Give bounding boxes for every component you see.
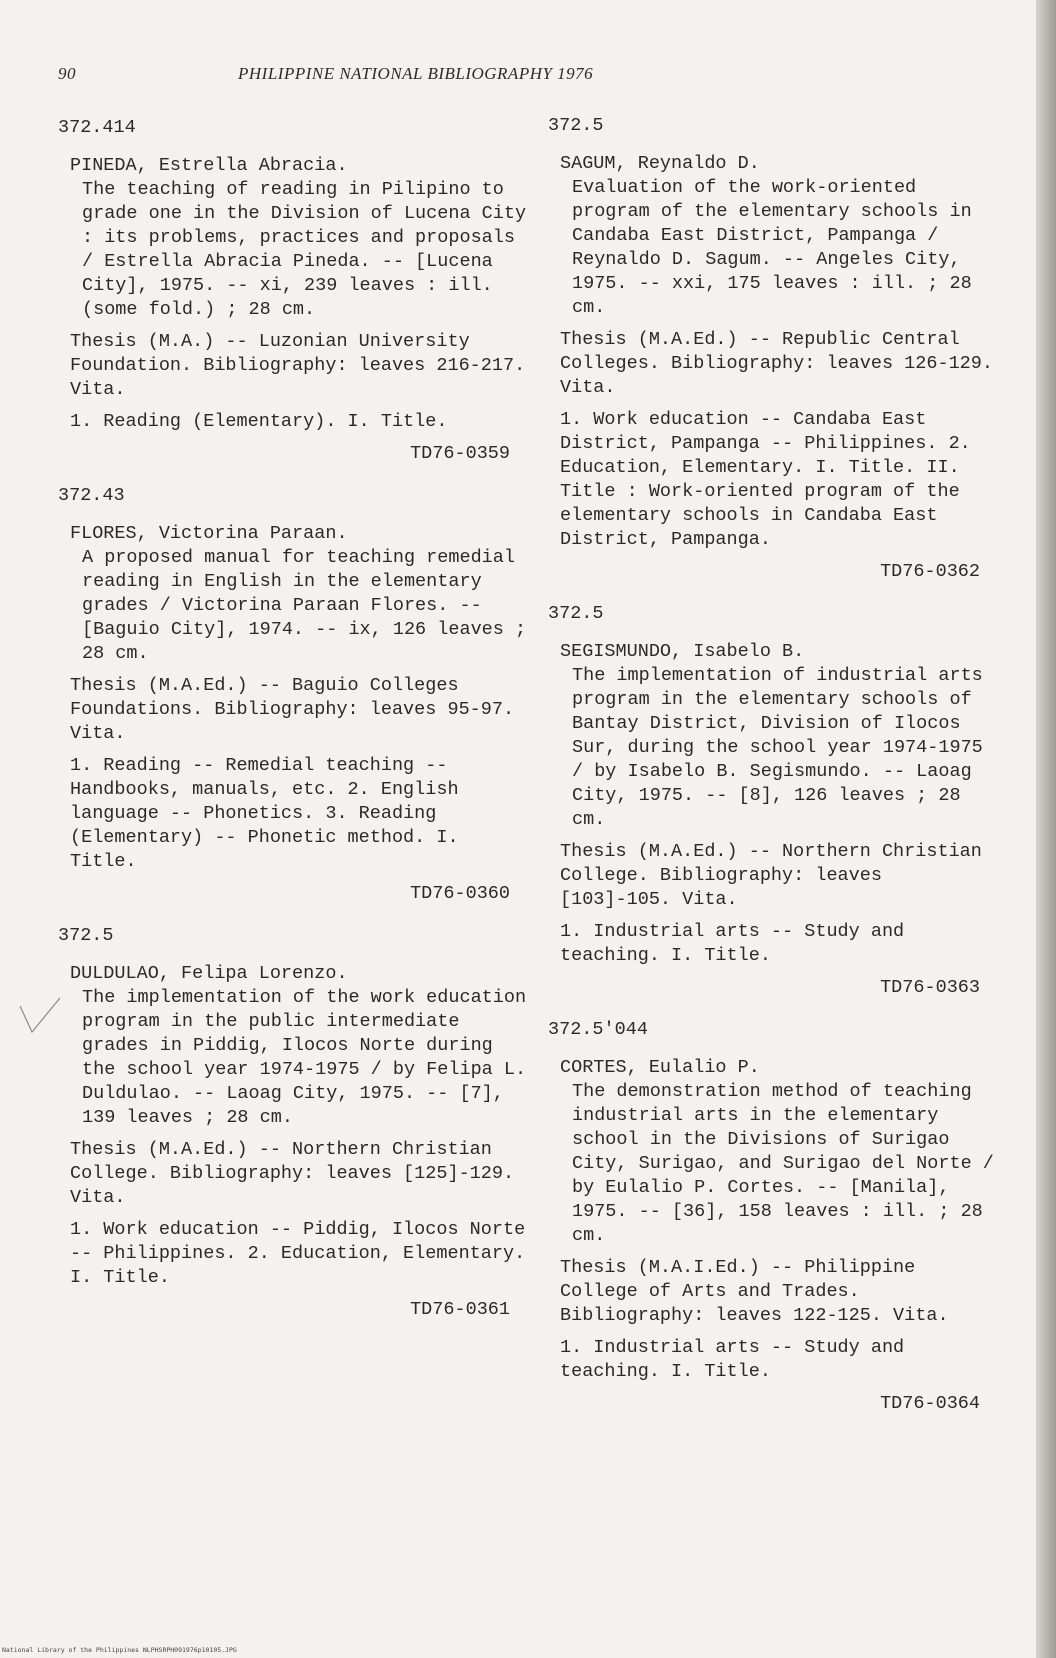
page-edge-shadow [1036,0,1056,1658]
entry-heading: PINEDA, Estrella Abracia. [70,155,348,176]
page-title: PHILIPPINE NATIONAL BIBLIOGRAPHY 1976 [238,64,594,83]
accession-number: TD76-0362 [880,561,980,582]
entry-notes: Thesis (M.A.Ed.) -- Northern Christian College. Bibliography: leaves [103]-105. Vita. [560,841,982,910]
entry-subjects: 1. Work education -- Candaba East District, Pampanga -- Philippines. 2. Education, Elementary. I. Title. II. Title : Work-oriented program of the elementary schools in Candaba East District, Pampanga. [560,409,971,550]
right-column [548,114,998,1434]
scan-source-caption: National Library of the Philippines NLPHSRPH091976p10105.JPG [2,1646,237,1654]
bib-entry-cortes [548,1018,998,1416]
entry-notes: Thesis (M.A.Ed.) -- Northern Christian College. Bibliography: leaves [125]-129. Vita. [70,1139,515,1208]
entry-notes: Thesis (M.A.I.Ed.) -- Philippine College of Arts and Trades. Bibliography: leaves 122-125. Vita. [560,1257,949,1326]
accession-number: TD76-0359 [410,443,510,464]
entry-subjects: 1. Work education -- Piddig, Ilocos Norte -- Philippines. 2. Education, Elementary. I. Title. [70,1219,526,1288]
class-number: 372.5'044 [548,1019,648,1040]
page-number: 90 [58,64,76,83]
class-number: 372.5 [58,925,114,946]
pencil-checkmark-icon [16,996,64,1036]
entry-text [70,522,528,666]
entry-heading: CORTES, Eulalio P. [560,1057,760,1078]
entry-heading: FLORES, Victorina Paraan. [70,523,348,544]
accession-number: TD76-0363 [880,977,980,998]
entry-subjects: 1. Industrial arts -- Study and teaching. I. Title. [560,1337,905,1382]
entry-text [70,962,528,1130]
entry-heading: DULDULAO, Felipa Lorenzo. [70,963,348,984]
bib-entry-segismundo [548,602,998,1000]
accession-number: TD76-0361 [410,1299,510,1320]
entry-description: The implementation of industrial arts program in the elementary schools of Bantay District, Division of Ilocos Sur, during the school year 1974-1975 / by Isabelo B. Segismundo. -- Laoag City, 1975. -- [8], 126 leaves ; 28 cm. [572,665,983,830]
class-number: 372.43 [58,485,125,506]
entry-notes: Thesis (M.A.Ed.) -- Republic Central Colleges. Bibliography: leaves 126-129. Vita. [560,329,993,398]
bib-entry-pineda [58,116,528,466]
entry-description: Evaluation of the work-oriented program of the elementary schools in Candaba East District, Pampanga / Reynaldo D. Sagum. -- Angeles City, 1975. -- xxi, 175 leaves : ill. ; 28 cm. [572,177,972,318]
class-number: 372.5 [548,603,604,624]
entry-description: The implementation of the work education program in the public intermediate grades in Piddig, Ilocos Norte during the school year 1974-1975 / by Felipa L. Duldulao. -- Laoag City, 1975. -- [7], 139 leaves ; 28 cm. [82,987,527,1128]
class-number: 372.5 [548,115,604,136]
entry-description: The demonstration method of teaching industrial arts in the elementary school in the Divisions of Surigao City, Surigao, and Surigao del Norte / by Eulalio P. Cortes. -- [Manila], 1975. -- [36], 158 leaves : ill. ; 28 cm. [572,1081,994,1246]
accession-number: TD76-0360 [410,883,510,904]
entry-description: The teaching of reading in Pilipino to grade one in the Division of Lucena City : its problems, practices and proposals / Estrella Abracia Pineda. -- [Lucena City], 1975. -- xi, 239 leaves : ill. (some fold.) ; 28 cm. [82,179,527,320]
entry-notes: Thesis (M.A.Ed.) -- Baguio Colleges Foundations. Bibliography: leaves 95-97. Vita. [70,675,515,744]
entry-notes: Thesis (M.A.) -- Luzonian University Foundation. Bibliography: leaves 216-217. Vita. [70,331,526,400]
entry-subjects: 1. Industrial arts -- Study and teaching. I. Title. [560,921,905,966]
entry-text [70,154,528,322]
bib-entry-duldulao [58,924,528,1322]
entry-text [560,152,998,320]
entry-heading: SAGUM, Reynaldo D. [560,153,760,174]
class-number: 372.414 [58,117,136,138]
bib-entry-flores [58,484,528,906]
bib-entry-sagum [548,114,998,584]
entry-subjects: 1. Reading (Elementary). I. Title. [70,411,448,432]
entry-subjects: 1. Reading -- Remedial teaching -- Handbooks, manuals, etc. 2. English language -- Phonetics. 3. Reading (Elementary) -- Phonetic method. I. Title. [70,755,459,872]
entry-text [560,1056,998,1248]
entry-text [560,640,998,832]
entry-heading: SEGISMUNDO, Isabelo B. [560,641,805,662]
entry-description: A proposed manual for teaching remedial reading in English in the elementary grades / Victorina Paraan Flores. -- [Baguio City], 1974. -- ix, 126 leaves ; 28 cm. [82,547,527,664]
accession-number: TD76-0364 [880,1393,980,1414]
left-column [58,116,528,1340]
